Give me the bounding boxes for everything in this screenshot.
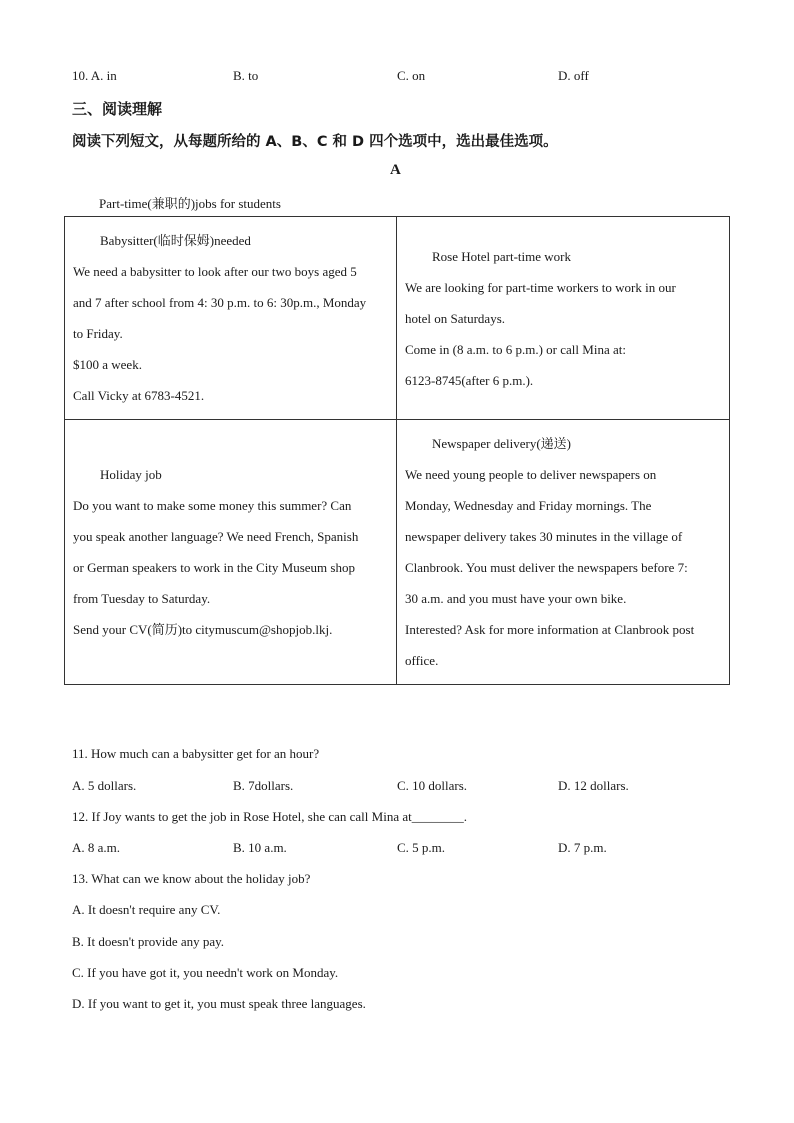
q11-options (72, 778, 732, 798)
q10-option-d: D. off (558, 68, 589, 83)
ad-title: Newspaper delivery(递送) (432, 436, 571, 451)
q12-option-c: C. 5 p.m. (397, 840, 446, 855)
ad-title: Babysitter(临时保姆)needed (100, 233, 251, 248)
ad-line: Send your CV(简历)to citymuscum@shopjob.lkj. (73, 622, 333, 637)
q10-option-c: C. on (397, 68, 426, 83)
ad-line: to Friday. (73, 326, 123, 341)
ad-line: We need a babysitter to look after our two boys aged 5 (73, 264, 357, 279)
q12-option-a: A. 8 a.m. (72, 840, 121, 855)
q11-option-b: B. 7dollars. (233, 778, 294, 793)
q13-option-d: D. If you want to get it, you must speak three languages. (72, 996, 366, 1011)
q13-stem: 13. What can we know about the holiday job? (72, 871, 311, 886)
q11-stem: 11. How much can a babysitter get for an hour? (72, 746, 320, 761)
ad-line: office. (405, 653, 439, 668)
ad-line: $100 a week. (73, 357, 142, 372)
ad-line: you speak another language? We need French, Spanish (73, 529, 359, 544)
ad-line: 6123-8745(after 6 p.m.). (405, 372, 534, 388)
ad-line: 30 a.m. and you must have your own bike. (405, 591, 627, 606)
passage-title: Part-time(兼职的)jobs for students (99, 196, 281, 211)
q12-stem: 12. If Joy wants to get the job in Rose Hotel, she can call Mina at________. (72, 809, 467, 824)
ad-line: We are looking for part-time workers to work in our (405, 279, 676, 295)
ad-rose-hotel (397, 217, 730, 420)
q10-option-a: 10. A. in (72, 68, 117, 83)
section-instruction: 阅读下列短文，从每题所给的 A、B、C 和 D 四个选项中，选出最佳选项。 (72, 134, 558, 150)
ad-line: Call Vicky at 6783-4521. (73, 388, 205, 403)
jobs-table-row (65, 420, 730, 685)
q10-option-b: B. to (233, 68, 259, 83)
ad-line: and 7 after school from 4: 30 p.m. to 6: 30p.m., Monday (73, 295, 367, 310)
ad-babysitter (65, 217, 397, 420)
ad-line: or German speakers to work in the City Museum shop (73, 560, 355, 575)
jobs-table (64, 216, 730, 685)
ad-line: Clanbrook. You must deliver the newspapers before 7: (405, 560, 688, 575)
q11-option-d: D. 12 dollars. (558, 778, 629, 793)
ad-title: Rose Hotel part-time work (432, 248, 571, 264)
q13-option-b: B. It doesn't provide any pay. (72, 934, 225, 949)
section-title: 三、阅读理解 (72, 100, 163, 118)
passage-letter: A (390, 162, 401, 178)
ad-line: from Tuesday to Saturday. (73, 591, 211, 606)
ad-line: newspaper delivery takes 30 minutes in the village of (405, 529, 683, 544)
q11-option-c: C. 10 dollars. (397, 778, 468, 793)
ad-line: Do you want to make some money this summer? Can (73, 498, 352, 513)
ad-newspaper-delivery (397, 420, 730, 685)
q10-options (72, 68, 732, 88)
ad-holiday-job (65, 420, 397, 685)
q11-option-a: A. 5 dollars. (72, 778, 137, 793)
q12-option-b: B. 10 a.m. (233, 840, 287, 855)
ad-line: Interested? Ask for more information at Clanbrook post (405, 622, 695, 637)
ad-title: Holiday job (100, 467, 162, 482)
ad-line: Come in (8 a.m. to 6 p.m.) or call Mina at: (405, 341, 626, 357)
ad-line: Monday, Wednesday and Friday mornings. The (405, 498, 652, 513)
jobs-table-row (65, 217, 730, 420)
q13-option-c: C. If you have got it, you needn't work on Monday. (72, 965, 339, 980)
q12-option-d: D. 7 p.m. (558, 840, 607, 855)
ad-line: hotel on Saturdays. (405, 310, 506, 326)
q12-options (72, 840, 732, 860)
ad-line: We need young people to deliver newspapers on (405, 467, 657, 482)
q13-option-a: A. It doesn't require any CV. (72, 902, 221, 917)
